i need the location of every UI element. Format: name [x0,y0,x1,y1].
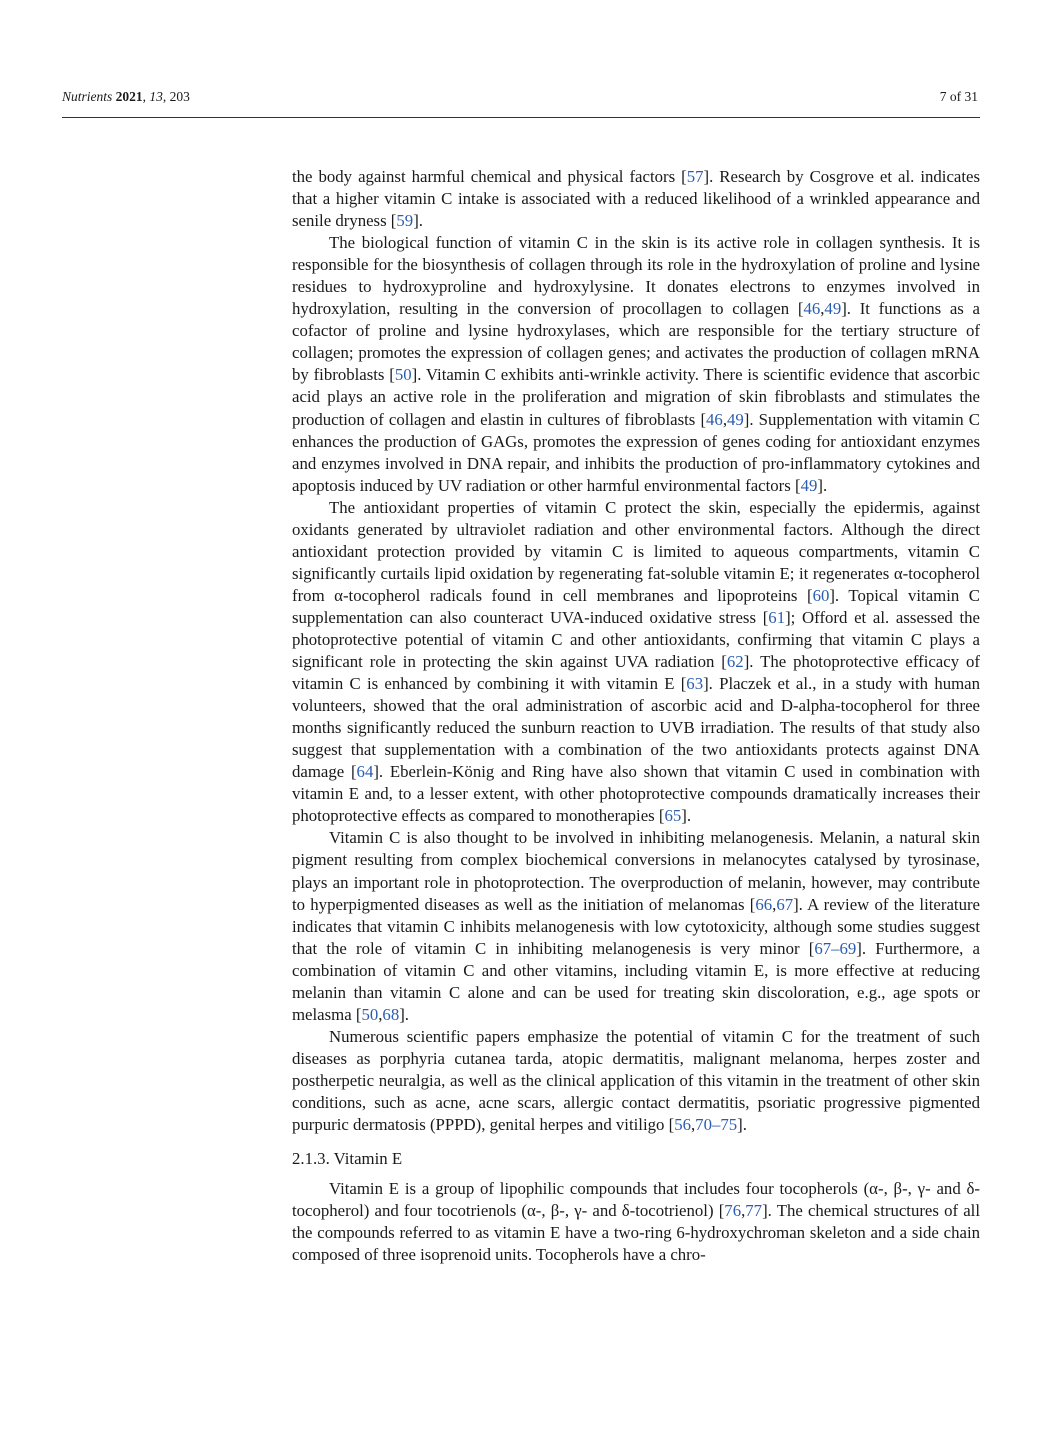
citation-link[interactable]: 57 [686,167,704,186]
citation-link[interactable]: 63 [686,674,704,694]
journal-volume: 13 [149,89,163,104]
citation-link[interactable]: 46 [803,299,821,319]
citation-link[interactable]: 67–69 [814,938,857,958]
paragraphs-before [292,166,980,1136]
citation-link[interactable]: 49 [727,409,744,429]
paragraph: The biological function of vitamin C in the skin is its active role in collagen synthesis. It is responsible for the biosynthesis of collagen through its role in the hydroxylation of proline and lysine residues to hydroxyproline and hydroxylysine. It donates electrons to enzymes involved in hydroxylation, resulting in the conversion of procollagen to collagen [46,49]. It functions as a cofactor of proline and lysine hydroxylases, which are responsible for the tertiary structure of collagen; promotes the expression of collagen genes; and activates the production of collagen mRNA by fibroblasts [50]. Vitamin C exhibits anti-wrinkle activity. There is scientific evidence that ascorbic acid plays an active role in the proliferation and migration of skin fibroblasts and stimulates the production of collagen and elastin in cultures of fibroblasts [46,49]. Supplementation with vitamin C enhances the production of GAGs, promotes the expression of genes coding for antioxidant enzymes and enzymes involved in DNA repair, and inhibits the production of pro-inflammatory cytokines and apoptosis induced by UV radiation or other harmful environmental factors [49]. [292,233,981,495]
paragraph: The antioxidant properties of vitamin C protect the skin, especially the epidermis, against oxidants generated by ultraviolet radiation and other environmental factors. Although the direct antioxidant protection provided by vitamin C is limited to aqueous compartments, vitamin C significantly curtails lipid oxidation by regenerating fat-soluble vitamin E; it regenerates α-tocopherol from α-tocopherol radicals found in cell membranes and lipoproteins [60]. Topical vitamin C supplementation can also counteract UVA-induced oxidative stress [61]; Offord et al. assessed the photoprotective potential of vitamin C and other antioxidants, confirming that vitamin C plays a significant role in protecting the skin against UVA radiation [62]. The photoprotective efficacy of vitamin C is enhanced by combining it with vitamin E [63]. Placzek et al., in a study with human volunteers, showed that the oral administration of ascorbic acid and D-alpha-tocopherol for three months significantly reduced the sunburn reaction to UVB irradiation. The results of that study also suggest that supplementation with a combination of the two antioxidants protects against DNA damage [64]. Eberlein-König and Ring have also shown that vitamin C used in combination with vitamin E and, to a lesser extent, with other photoprotective compounds dramatically increases their photoprotective effects as compared to monotherapies [65]. [292,497,980,826]
page-number: 7 of 31 [939,89,978,104]
journal-name: Nutrients [62,89,113,104]
citation-link[interactable]: 66 [755,894,773,914]
article-body [292,166,980,1266]
citation-link[interactable]: 60 [812,585,830,605]
citation-link[interactable]: 49 [824,299,842,319]
paragraph: Numerous scientific papers emphasize the potential of vitamin C for the treatment of such diseases as porphyria cutanea tarda, atopic dermatitis, malignant melanoma, herpes zoster and postherpetic neuralgia, as well as the clinical application of this vitamin in the treatment of other skin conditions, such as acne, acne scars, allergic contact dermatitis, psoriatic progressive pigmented purpuric dermatosis (PPPD), genital herpes and vitiligo [56,70–75]. [292,1026,980,1135]
citation-link[interactable]: 65 [664,806,682,826]
paragraph: Vitamin E is a group of lipophilic compounds that includes four tocopherols (α-, β-, γ- and δ-tocopherol) and four tocotrienols (α-, β-, γ- and δ-tocotrienol) [76,77]. The chemical structures of all the compounds referred to as vitamin E have a two-ring 6-hydroxychroman skeleton and a side chain composed of three isoprenoid units. Tocopherols have a chro- [292,1179,980,1265]
citation-link[interactable]: 50 [361,1004,379,1024]
journal-year: 2021 [115,89,143,104]
citation-link[interactable]: 76 [724,1201,742,1221]
citation-link[interactable]: 77 [745,1201,763,1221]
citation-link[interactable]: 62 [726,652,744,672]
citation-link[interactable]: 70–75 [695,1115,738,1135]
citation-link[interactable]: 68 [382,1004,400,1024]
citation-link[interactable]: 61 [768,607,786,627]
citation-link[interactable]: 50 [394,365,412,385]
page-header [62,87,980,118]
paragraph: the body against harmful chemical and physical factors [57]. Research by Cosgrove et al. indicates that a higher vitamin C intake is associated with a reduced likelihood of a wrinkled appearance and senile dryness [59]. [292,167,980,231]
subsection-heading: 2.1.3. Vitamin E [292,1149,403,1169]
citation-link[interactable]: 56 [674,1115,691,1135]
paragraphs-after [292,1178,980,1266]
journal-citation: Nutrients 2021, 13, 203 [62,89,190,104]
citation-link[interactable]: 49 [800,475,818,495]
citation-link[interactable]: 64 [356,762,374,782]
citation-link[interactable]: 67 [776,894,794,914]
paragraph: Vitamin C is also thought to be involved in inhibiting melanogenesis. Melanin, a natural skin pigment resulting from complex biochemical conversions in melanocytes catalysed by tyrosinase, plays an important role in photoprotection. The overproduction of melanin, however, may contribute to hyperpigmented diseases as well as the initiation of melanomas [66,67]. A review of the literature indicates that vitamin C inhibits melanogenesis with low cytotoxicity, although some studies suggest that the role of vitamin C in inhibiting melanogenesis is very minor [67–69]. Furthermore, a combination of vitamin C and other vitamins, including vitamin E, is more effective at reducing melanin than vitamin C alone and can be used for treating skin discoloration, e.g., age spots or melasma [50,68]. [292,828,980,1024]
article-number: 203 [169,89,190,104]
citation-link[interactable]: 46 [706,409,723,429]
citation-link[interactable]: 59 [396,211,414,231]
